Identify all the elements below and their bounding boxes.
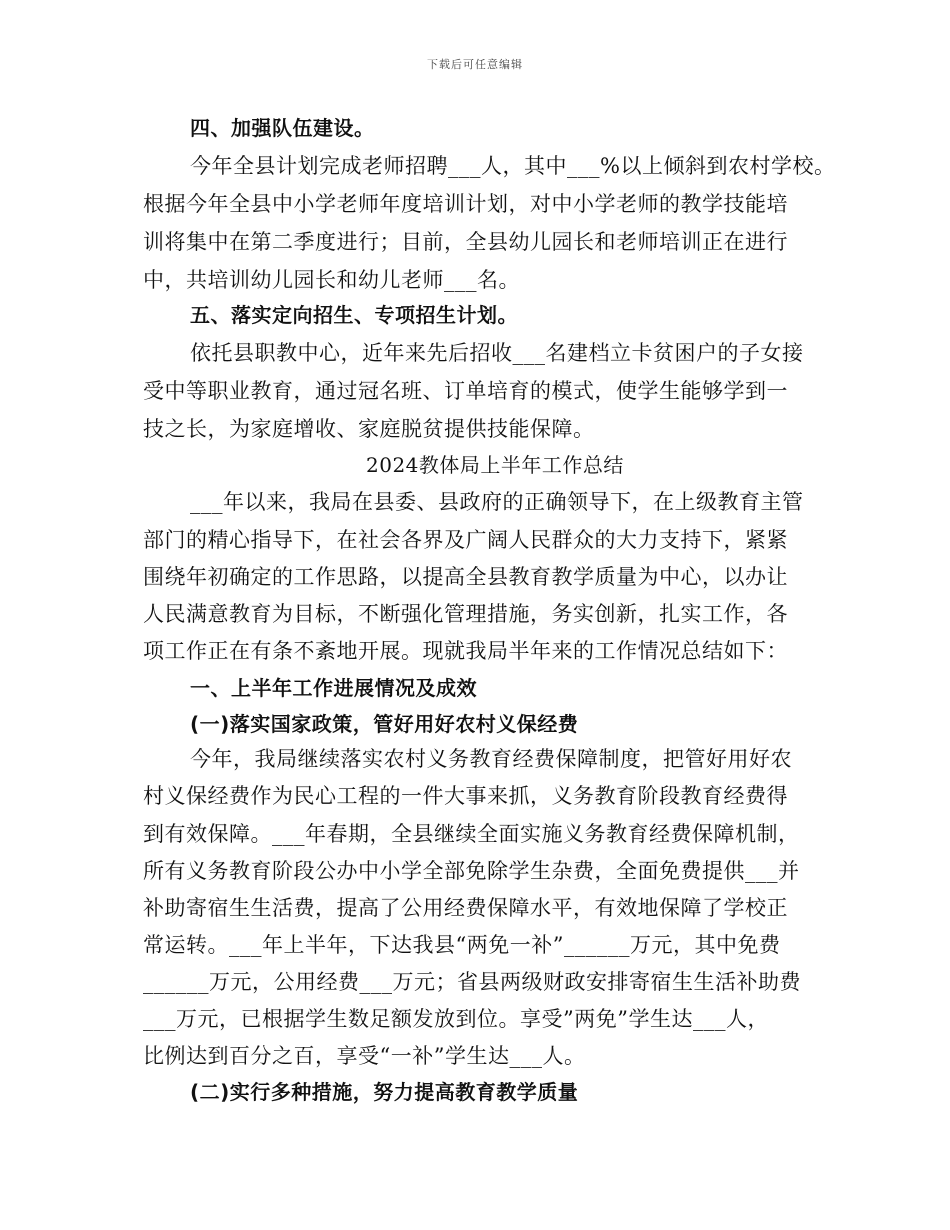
paragraph-line: 常运转。___年上半年，下达我县“两免一补”______万元，其中免费 xyxy=(143,933,781,957)
paragraph-line: 部门的精心指导下，在社会各界及广阔人民群众的大力支持下，紧紧 xyxy=(143,528,788,552)
paragraph-line: ___年以来，我局在县委、县政府的正确领导下，在上级教育主管 xyxy=(190,490,804,514)
paragraph-line: ______万元，公用经费___万元；省县两级财政安排寄宿生生活补助费 xyxy=(143,970,801,994)
paragraph-line: 训将集中在第二季度进行；目前，全县幼儿园长和老师培训正在进行 xyxy=(143,230,788,254)
subsection-1-heading: (一)落实国家政策，管好用好农村义保经费 xyxy=(190,712,579,736)
paragraph-line: 受中等职业教育，通过冠名班、订单培育的模式，使学生能够学到一 xyxy=(143,379,788,403)
report-title: 2024教体局上半年工作总结 xyxy=(366,453,624,477)
paragraph-line: 人民满意教育为目标，不断强化管理措施，务实创新，扎实工作，各 xyxy=(143,602,788,626)
part-1-heading: 一、上半年工作进展情况及成效 xyxy=(190,676,477,700)
paragraph-line: 今年，我局继续落实农村义务教育经费保障制度，把管好用好农 xyxy=(190,747,792,771)
paragraph-line: 围绕年初确定的工作思路，以提高全县教育教学质量为中心，以办让 xyxy=(143,565,788,589)
paragraph-line: 中，共培训幼儿园长和幼儿老师___名。 xyxy=(143,268,520,292)
paragraph-line: 根据今年全县中小学老师年度培训计划，对中小学老师的教学技能培 xyxy=(143,192,788,216)
paragraph-line: 今年全县计划完成老师招聘___人，其中___%以上倾斜到农村学校。 xyxy=(190,154,836,178)
paragraph-line: ___万元，已根据学生数足额发放到位。享受”两免”学生达___人， xyxy=(143,1007,769,1031)
section-4-heading: 四、加强队伍建设。 xyxy=(190,116,375,140)
paragraph-line: 比例达到百分之百，享受“一补”学生达___人。 xyxy=(143,1044,586,1068)
paragraph-line: 所有义务教育阶段公办中小学全部免除学生杂费，全面免费提供___并 xyxy=(143,859,800,883)
paragraph-line: 项工作正在有条不紊地开展。现就我局半年来的工作情况总结如下： xyxy=(143,639,788,663)
paragraph-line: 依托县职教中心，近年来先后招收___名建档立卡贫困户的子女接 xyxy=(190,341,804,365)
paragraph-line: 村义保经费作为民心工程的一件大事来抓，义务教育阶段教育经费得 xyxy=(143,784,788,808)
subsection-2-heading: (二)实行多种措施，努力提高教育教学质量 xyxy=(190,1080,579,1104)
paragraph-line: 补助寄宿生生活费，提高了公用经费保障水平，有效地保障了学校正 xyxy=(143,896,788,920)
header-note: 下载后可任意编辑 xyxy=(427,58,523,71)
paragraph-line: 到有效保障。___年春期，全县继续全面实施义务教育经费保障机制， xyxy=(143,822,800,846)
paragraph-line: 技之长，为家庭增收、家庭脱贫提供技能保障。 xyxy=(143,417,595,441)
section-5-heading: 五、落实定向招生、专项招生计划。 xyxy=(190,303,518,327)
